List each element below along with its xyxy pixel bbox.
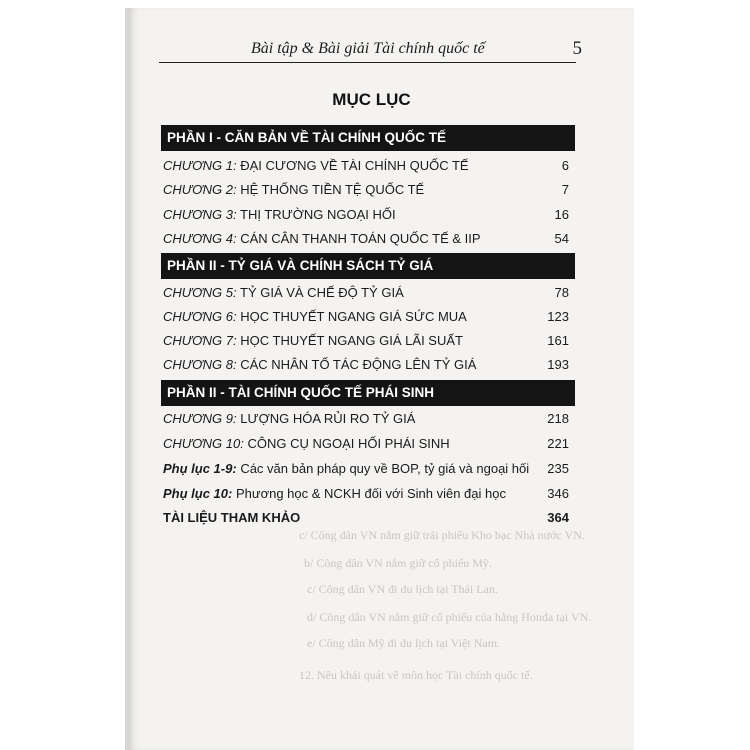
chapter-page: 161: [547, 333, 569, 348]
toc-chapter-row: [163, 409, 569, 429]
chapter-number: CHƯƠNG 9:: [163, 411, 237, 426]
appendix-number: Phụ lục 1-9:: [163, 461, 237, 476]
references-label: TÀI LIỆU THAM KHẢO: [163, 510, 301, 525]
part-heading: PHẦN I - CĂN BẢN VỀ TÀI CHÍNH QUỐC TẾ: [161, 125, 575, 151]
toc-appendix-row: [163, 484, 569, 504]
show-through-text: c/ Công dân VN nắm giữ trái phiếu Kho bạc Nhà nước VN.: [299, 528, 585, 542]
chapter-page: 193: [547, 357, 569, 372]
chapter-page: 6: [561, 158, 569, 173]
chapter-title: HỆ THỐNG TIỀN TỆ QUỐC TẾ: [240, 182, 425, 197]
chapter-number: CHƯƠNG 7:: [163, 333, 237, 348]
chapter-title: HỌC THUYẾT NGANG GIÁ LÃI SUẤT: [240, 333, 463, 348]
page-number: 5: [572, 38, 582, 59]
chapter-page: 16: [554, 207, 569, 222]
chapter-title: ĐẠI CƯƠNG VỀ TÀI CHÍNH QUỐC TẾ: [240, 158, 469, 173]
chapter-title: CÔNG CỤ NGOẠI HỐI PHÁI SINH: [247, 436, 450, 451]
chapter-number: CHƯƠNG 4:: [163, 231, 237, 246]
chapter-title: CÁC NHÂN TỐ TÁC ĐỘNG LÊN TỶ GIÁ: [240, 357, 477, 372]
toc-chapter-row: [163, 156, 569, 176]
chapter-number: CHƯƠNG 2:: [163, 182, 237, 197]
show-through-text: c/ Công dân VN đi du lịch tại Thái Lan.: [307, 582, 498, 596]
chapter-number: CHƯƠNG 5:: [163, 285, 237, 300]
toc-title: MỤC LỤC: [332, 90, 411, 109]
toc-chapter-row: [163, 307, 569, 327]
references-page: 364: [547, 510, 569, 525]
toc-chapter-row: [163, 180, 569, 200]
chapter-title: LƯỢNG HÓA RỦI RO TỶ GIÁ: [240, 411, 416, 426]
show-through-text: e/ Công dân Mỹ đi du lịch tại Việt Nam.: [307, 636, 501, 650]
running-header: [159, 38, 582, 63]
part-heading: PHẦN II - TỶ GIÁ VÀ CHÍNH SÁCH TỶ GIÁ: [161, 253, 575, 279]
book-page: [125, 8, 634, 750]
toc-chapter-row: [163, 205, 569, 225]
appendix-page: 346: [547, 486, 569, 501]
chapter-page: 221: [547, 436, 569, 451]
chapter-number: CHƯƠNG 3:: [163, 207, 237, 222]
toc-chapter-row: [163, 355, 569, 375]
chapter-number: CHƯƠNG 1:: [163, 158, 237, 173]
chapter-page: 123: [547, 309, 569, 324]
show-through-text: d/ Công dân VN nắm giữ cổ phiếu của hãng Honda tại VN.: [307, 610, 592, 624]
chapter-title: THỊ TRƯỜNG NGOẠI HỐI: [240, 207, 396, 222]
toc-chapter-row: [163, 331, 569, 351]
part-heading: PHẦN II - TÀI CHÍNH QUỐC TẾ PHÁI SINH: [161, 380, 575, 406]
appendix-number: Phụ lục 10:: [163, 486, 233, 501]
toc-chapter-row: [163, 229, 569, 249]
chapter-page: 78: [554, 285, 569, 300]
chapter-title: TỶ GIÁ VÀ CHẾ ĐỘ TỶ GIÁ: [240, 285, 404, 300]
chapter-page: 218: [547, 411, 569, 426]
appendix-title: Các văn bản pháp quy về BOP, tỷ giá và ngoại hối: [240, 461, 530, 476]
chapter-number: CHƯƠNG 8:: [163, 357, 237, 372]
chapter-title: CÁN CÂN THANH TOÁN QUỐC TẾ & IIP: [240, 231, 481, 246]
chapter-page: 54: [554, 231, 569, 246]
chapter-number: CHƯƠNG 10:: [163, 436, 244, 451]
show-through-text: b/ Công dân VN nắm giữ cổ phiếu Mỹ.: [304, 556, 492, 570]
toc-chapter-row: [163, 283, 569, 303]
appendix-page: 235: [547, 461, 569, 476]
appendix-title: Phương học & NCKH đối với Sinh viên đại học: [235, 486, 506, 501]
chapter-page: 7: [561, 182, 569, 197]
chapter-number: CHƯƠNG 6:: [163, 309, 237, 324]
toc-appendix-row: [163, 459, 569, 479]
book-title: Bài tập & Bài giải Tài chính quốc tế: [251, 40, 485, 57]
toc-references-row: [163, 508, 569, 528]
chapter-title: HỌC THUYẾT NGANG GIÁ SỨC MUA: [240, 309, 467, 324]
toc-chapter-row: [163, 434, 569, 454]
show-through-text: 12. Nêu khái quát về môn học Tài chính quốc tế.: [299, 668, 533, 682]
